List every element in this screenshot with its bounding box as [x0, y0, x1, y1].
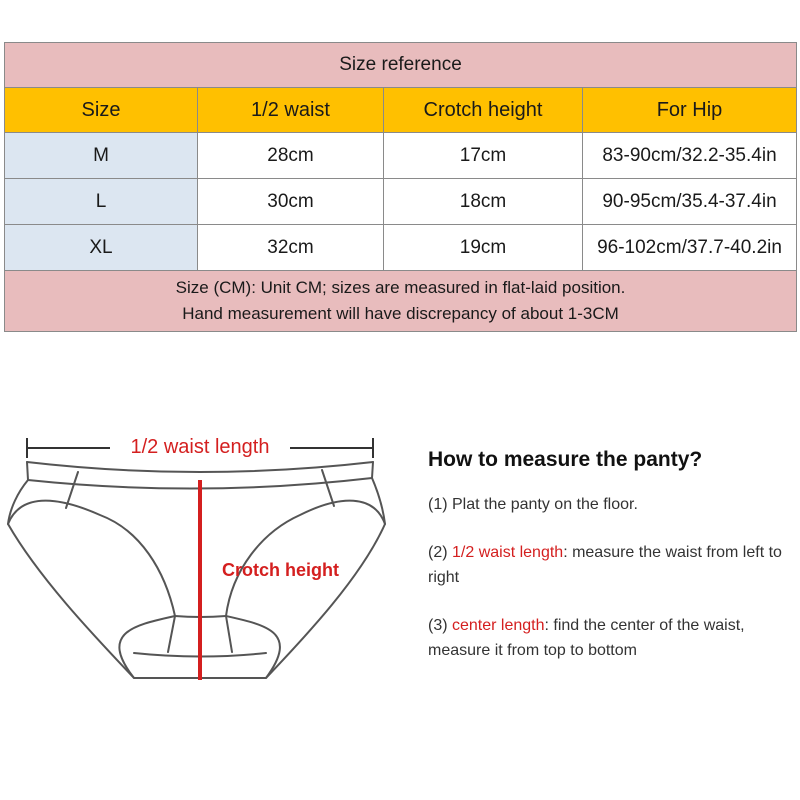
header-hip: For Hip [583, 88, 797, 133]
step-1-text: (1) Plat the panty on the floor. [428, 496, 638, 513]
hip-cell: 83-90cm/32.2-35.4in [583, 133, 797, 179]
table-row [5, 179, 797, 225]
step-2-prefix: (2) [428, 544, 452, 561]
instruction-step-2 [428, 540, 794, 590]
waistband-top [27, 462, 373, 472]
instructions-title: How to measure the panty? [428, 448, 703, 471]
waist-cell: 28cm [198, 133, 384, 179]
header-crotch: Crotch height [384, 88, 583, 133]
right-gusset-seam [226, 616, 232, 652]
hip-cell: 90-95cm/35.4-37.4in [583, 179, 797, 225]
note-line-2: Hand measurement will have discrepancy of about 1-3CM [182, 304, 619, 323]
crotch-label: Crotch height [222, 560, 339, 580]
crotch-cell: 17cm [384, 133, 583, 179]
step-2-rest: : measure the waist from left to right [428, 544, 782, 586]
right-leg-opening [226, 501, 385, 678]
size-cell: XL [5, 225, 198, 271]
measure-instructions [428, 448, 794, 686]
size-reference-table [4, 42, 797, 332]
waist-cell: 32cm [198, 225, 384, 271]
hip-cell: 96-102cm/37.7-40.2in [583, 225, 797, 271]
right-side-seam [322, 470, 334, 506]
note-line-1: Size (CM): Unit CM; sizes are measured in flat-laid position. [175, 278, 626, 297]
left-side-seam [66, 472, 78, 508]
header-size: Size [5, 88, 198, 133]
header-waist: 1/2 waist [198, 88, 384, 133]
left-leg-opening [8, 501, 175, 678]
waist-label: 1/2 waist length [130, 436, 270, 458]
size-cell: M [5, 133, 198, 179]
instruction-step-1 [428, 492, 794, 517]
table-row [5, 225, 797, 271]
step-2-highlight: 1/2 waist length [452, 544, 564, 561]
panty-measurement-diagram [0, 420, 400, 700]
step-3-rest: : find the center of the waist, measure it from top to bottom [428, 617, 745, 659]
table-note-row [5, 271, 797, 332]
table-header-row [5, 88, 797, 133]
table-row [5, 133, 797, 179]
crotch-cell: 19cm [384, 225, 583, 271]
step-3-prefix: (3) [428, 617, 452, 634]
step-3-highlight: center length [452, 617, 545, 634]
table-note [5, 271, 797, 332]
crotch-cell: 18cm [384, 179, 583, 225]
size-cell: L [5, 179, 198, 225]
instruction-step-3 [428, 613, 794, 663]
left-gusset-seam [168, 616, 175, 652]
waist-cell: 30cm [198, 179, 384, 225]
table-title: Size reference [5, 43, 797, 88]
table-title-row [5, 43, 797, 88]
